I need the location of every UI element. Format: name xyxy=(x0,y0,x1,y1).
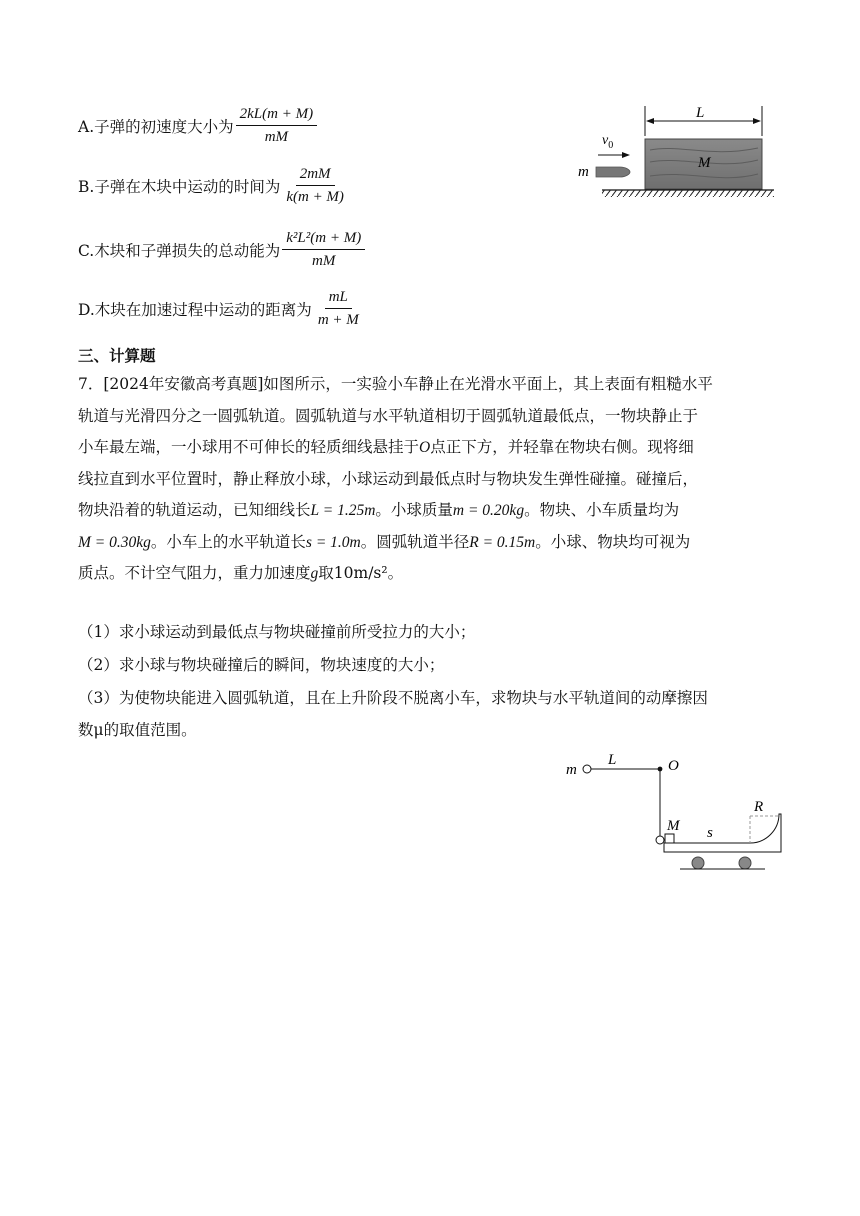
option-a-denominator: mM xyxy=(264,129,289,145)
bullet-block-figure xyxy=(570,100,780,205)
question-3-line1: （3）为使物块能进入圆弧轨道，且在上升阶段不脱离小车，求物块与水平轨道间的动摩擦因 xyxy=(78,689,708,707)
length-label: L xyxy=(696,105,705,121)
option-c-denominator: mM xyxy=(312,253,336,269)
bullet xyxy=(596,167,630,177)
problem-number: 7． xyxy=(78,375,104,393)
ground-hatch xyxy=(602,190,774,197)
option-a-text: A.子弹的初速度大小为 xyxy=(78,117,234,136)
radius-label: R xyxy=(754,799,764,815)
option-d-denominator: m + M xyxy=(317,312,359,328)
pivot-label: O xyxy=(668,758,679,774)
option-c-fraction xyxy=(282,228,365,271)
block-label: M xyxy=(667,818,680,834)
option-b-fraction xyxy=(282,164,348,207)
option-d-fraction xyxy=(314,287,363,330)
option-c-numerator: k²L²(m + M) xyxy=(282,228,365,250)
cart-wheel-left xyxy=(692,857,704,869)
velocity-label: $v_0$ xyxy=(602,133,614,151)
option-c-text: C.木块和子弹损失的总动能为 xyxy=(78,241,281,260)
ball-initial xyxy=(583,765,591,773)
option-d xyxy=(78,287,363,330)
question-1: （1）求小球运动到最低点与物块碰撞前所受拉力的大小； xyxy=(78,623,476,641)
option-b-text: B.子弹在木块中运动的时间为 xyxy=(78,177,281,196)
option-d-text: D.木块在加速过程中运动的距离为 xyxy=(78,300,312,319)
cart-wheel-right xyxy=(739,857,751,869)
problem-text: 7．[2024年安徽高考真题]如图所示，一实验小车静止在光滑水平面上，其上表面有粗糙水平 轨道与光滑四分之一圆弧轨道。圆弧轨道与水平轨道相切于圆弧轨道最低点，一物块静止于 小车最左端，一小球用不可伸长的轻质细线悬挂于O点正下方，并轻靠在物块右侧。现将细 线拉直到水平位置时，静止释放小球，小球运动到最低点时与物块发生弹性碰撞。碰撞后， 物块沿着的轨道运动，已知细线长L = 1.25m。小球质量m = 0.20kg。物块、小车质量均为 M = 0.30kg。小车上的水平轨道长s = 1.0m。圆弧轨道半径R = 0.15m。小球、物块均可视为 质点。不计空气阻力，重力加速度g取10m/s²。 xyxy=(78,375,713,582)
option-a xyxy=(78,104,317,147)
option-a-fraction xyxy=(236,104,317,147)
bullet-mass-label: m xyxy=(578,164,589,180)
pendulum-cart-figure xyxy=(560,748,790,878)
question-2: （2）求小球与物块碰撞后的瞬间，物块速度的大小； xyxy=(78,656,445,674)
block-mass-label: M xyxy=(698,155,711,171)
option-a-numerator: 2kL(m + M) xyxy=(236,104,317,126)
option-b-numerator: 2mM xyxy=(296,164,335,186)
string-length-label: L xyxy=(608,752,617,768)
ball-mass-label: m xyxy=(566,762,577,778)
option-b-denominator: k(m + M) xyxy=(286,189,344,205)
track-length-label: s xyxy=(707,825,713,841)
option-b xyxy=(78,164,348,207)
question-3-line2: 数μ的取值范围。 xyxy=(78,721,197,739)
option-c xyxy=(78,228,365,271)
section-heading: 三、计算题 xyxy=(78,346,156,365)
option-d-numerator: mL xyxy=(325,287,352,309)
cart-body xyxy=(664,814,781,852)
ball-lowest xyxy=(656,836,664,844)
small-block xyxy=(665,834,674,843)
